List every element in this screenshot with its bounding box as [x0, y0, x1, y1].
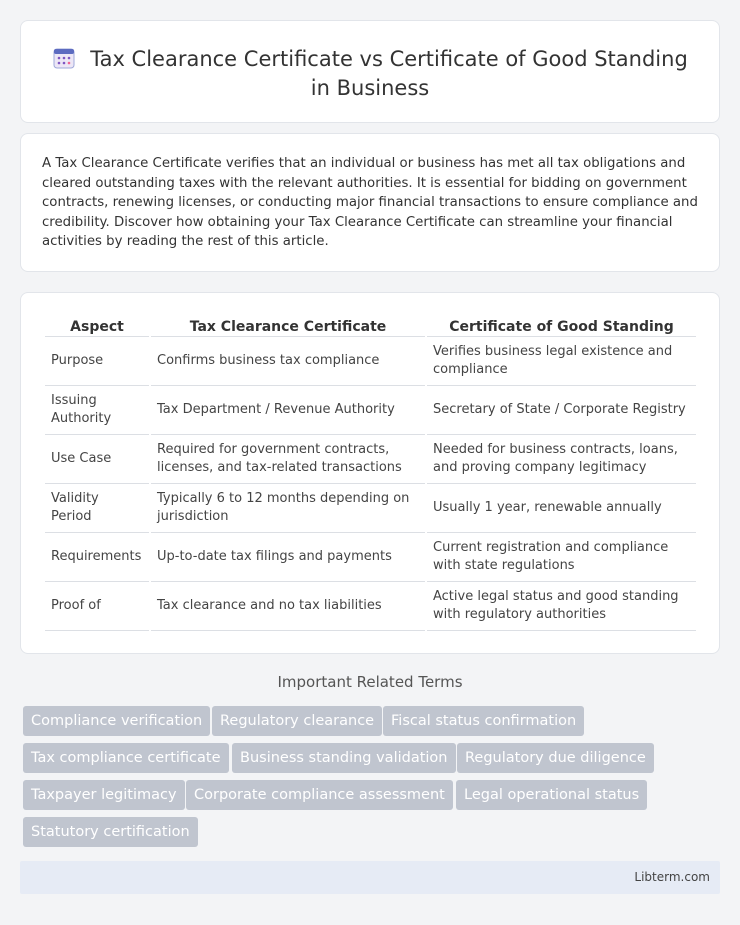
related-term-tag[interactable]: Tax compliance certificate [23, 743, 229, 773]
cell-tax-clearance: Tax Department / Revenue Authority [151, 386, 425, 435]
comparison-table-card [20, 292, 720, 654]
cell-good-standing: Verifies business legal existence and compliance [427, 337, 696, 386]
cell-aspect: Issuing Authority [45, 386, 149, 435]
cell-aspect: Use Case [45, 435, 149, 484]
related-term-tag[interactable]: Legal operational status [456, 780, 647, 810]
table-row [45, 435, 696, 484]
related-term-tag[interactable]: Regulatory clearance [212, 706, 382, 736]
cell-aspect: Validity Period [45, 484, 149, 533]
intro-card [20, 133, 720, 272]
intro-text: A Tax Clearance Certificate verifies that an individual or business has met all tax obligations and cleared outstanding taxes with the relevant authorities. It is essential for bidding on government contracts, renewing licenses, or conducting major financial transactions to ensure compliance and credibility. Discover how obtaining your Tax Clearance Certificate can streamline your financial activities by reading the rest of this article. [42, 156, 698, 250]
related-term-tag[interactable]: Compliance verification [23, 706, 210, 736]
cell-aspect: Requirements [45, 533, 149, 582]
cell-good-standing: Active legal status and good standing with regulatory authorities [427, 582, 696, 631]
page-title-wrap [21, 45, 719, 103]
table-row [45, 582, 696, 631]
cell-good-standing: Secretary of State / Corporate Registry [427, 386, 696, 435]
page-title: Tax Clearance Certificate vs Certificate of Good Standing in Business [90, 47, 688, 100]
cell-aspect: Proof of [45, 582, 149, 631]
related-term-tag[interactable]: Fiscal status confirmation [383, 706, 584, 736]
cell-tax-clearance: Up-to-date tax filings and payments [151, 533, 425, 582]
table-row [45, 386, 696, 435]
table-row [45, 484, 696, 533]
table-header-row [45, 315, 696, 337]
cell-tax-clearance: Typically 6 to 12 months depending on jurisdiction [151, 484, 425, 533]
related-terms-title: Important Related Terms [277, 673, 463, 691]
cell-good-standing: Current registration and compliance with state regulations [427, 533, 696, 582]
comparison-table [43, 315, 698, 631]
footer [20, 861, 720, 894]
related-term-tag[interactable]: Business standing validation [232, 743, 456, 773]
related-term-tag[interactable]: Regulatory due diligence [457, 743, 654, 773]
table-row [45, 337, 696, 386]
header-good-standing: Certificate of Good Standing [427, 315, 696, 337]
title-card [20, 20, 720, 123]
calendar-icon [52, 46, 76, 70]
cell-good-standing: Usually 1 year, renewable annually [427, 484, 696, 533]
related-term-tag[interactable]: Taxpayer legitimacy [23, 780, 185, 810]
footer-site-link[interactable]: Libterm.com [634, 870, 710, 884]
cell-tax-clearance: Tax clearance and no tax liabilities [151, 582, 425, 631]
related-term-tag[interactable]: Corporate compliance assessment [186, 780, 453, 810]
cell-tax-clearance: Confirms business tax compliance [151, 337, 425, 386]
cell-tax-clearance: Required for government contracts, licenses, and tax-related transactions [151, 435, 425, 484]
cell-good-standing: Needed for business contracts, loans, and proving company legitimacy [427, 435, 696, 484]
cell-aspect: Purpose [45, 337, 149, 386]
table-row [45, 533, 696, 582]
header-aspect: Aspect [45, 315, 149, 337]
header-tax-clearance: Tax Clearance Certificate [151, 315, 425, 337]
related-term-tag[interactable]: Statutory certification [23, 817, 198, 847]
